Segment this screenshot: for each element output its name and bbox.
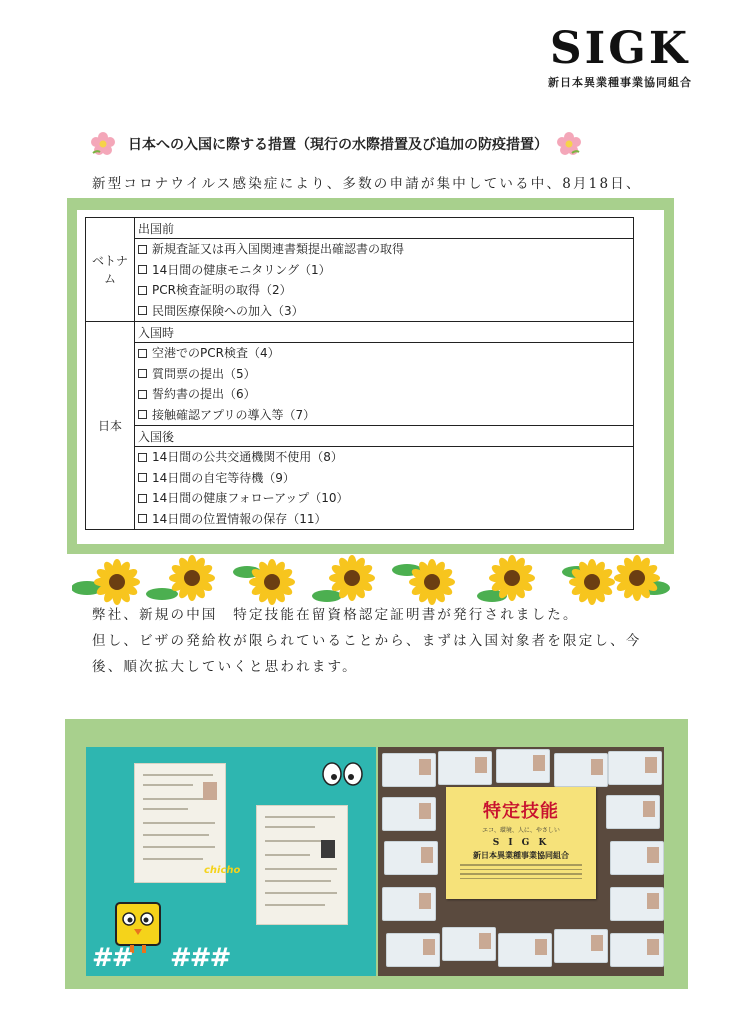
checkbox-icon [138,494,147,503]
id-card [496,749,550,783]
checkbox-icon [138,369,147,378]
checkbox-icon [138,286,147,295]
measures-frame [67,198,674,554]
checkbox-icon [138,473,147,482]
id-card [606,795,660,829]
japan-entry-items [135,343,634,426]
hash-decoration-icon: ### [170,943,230,973]
id-card [554,929,608,963]
phase-before-departure: 出国前 [135,218,634,239]
checkbox-icon [138,306,147,315]
checkbox-icon [138,410,147,419]
item-text: 接触確認アプリの導入等（7） [152,407,316,422]
item-text: PCR検査証明の取得（2） [152,283,292,297]
id-card [610,887,664,921]
country-label: ベトナム [91,253,128,286]
sunflower-icon [249,559,295,605]
id-card [554,753,608,787]
list-item [138,384,630,405]
cards-photo [378,747,664,976]
id-card [610,841,664,875]
section-heading [90,130,600,158]
certificate-document [256,805,348,925]
item-text: 民間医療保険への加入（3） [152,303,304,318]
list-item [138,447,630,468]
sign-organization: 新日本異業種事業協同組合 [473,851,569,860]
body-line: 後、順次拡大していくと思われます。 [92,659,358,675]
hash-decoration-icon: ## [92,943,132,973]
sunflower-icon [94,559,140,605]
list-item [138,239,630,260]
checkbox-icon [138,390,147,399]
japan-after-items [135,447,634,530]
id-card [384,841,438,875]
item-text: 質問票の提出（5） [152,366,256,381]
measures-table [85,217,634,530]
country-vietnam [86,218,135,322]
body-text [92,602,642,680]
id-card [498,933,552,967]
id-card [386,933,440,967]
list-item [138,509,630,530]
id-card [442,927,496,961]
body-line: 弊社、新規の中国 特定技能在留資格認定証明書が発行されました。 [92,607,579,623]
sign-logo: S I G K [492,838,550,848]
photo-frame [65,719,688,989]
phase-on-entry: 入国時 [135,322,634,343]
board-photo [86,747,376,976]
sunflower-icon [569,559,615,605]
country-label: 日本 [97,418,122,433]
vietnam-items [135,239,634,322]
checkbox-icon [138,349,147,358]
item-text: 14日間の健康モニタリング（1） [152,262,331,277]
heading-text: 日本への入国に際する措置（現行の水際措置及び追加の防疫措置） [128,137,548,153]
logo-subtitle: 新日本異業種事業協同組合 [548,76,692,89]
item-text: 誓約書の提出（6） [152,387,256,401]
list-item [138,405,630,426]
tokutei-ginou-sign [446,787,596,899]
item-text: 14日間の健康フォローアップ（10） [152,491,349,505]
chick-label: chicho [204,865,241,876]
body-line: 但し、ビザの発給枚が限られていることから、まずは入国対象者を限定し、今 [92,633,642,649]
list-item [138,343,630,364]
id-card [610,933,664,967]
list-item [138,280,630,301]
id-card [382,887,436,921]
item-text: 14日間の自宅等待機（9） [152,470,295,485]
item-text: 14日間の公共交通機関不使用（8） [152,450,343,464]
item-text: 14日間の位置情報の保存（11） [152,511,327,526]
list-item [138,364,630,385]
item-text: 新規査証又は再入国関連書類提出確認書の取得 [152,242,405,256]
checkbox-icon [138,265,147,274]
checkbox-icon [138,514,147,523]
list-item [138,488,630,509]
intro-text: 新型コロナウイルス感染症により、多数の申請が集中している中、8月18日、 [92,176,642,192]
eyes-icon [322,761,364,787]
sign-subtitle: エコ、環境、人に、やさしい [482,827,560,834]
id-card [438,751,492,785]
logo-mark: SIGK [549,23,691,74]
sign-title: 特定技能 [483,801,559,822]
id-card [382,753,436,787]
flower-icon [90,131,116,157]
id-card [608,751,662,785]
list-item [138,468,630,489]
checkbox-icon [138,453,147,462]
phase-after-entry: 入国後 [135,426,634,447]
id-card [382,797,436,831]
list-item [138,260,630,281]
checkbox-icon [138,245,147,254]
sigk-logo [540,23,700,89]
list-item [138,301,630,322]
flower-icon [556,131,582,157]
country-japan [86,322,135,530]
item-text: 空港でのPCR検査（4） [152,346,280,360]
